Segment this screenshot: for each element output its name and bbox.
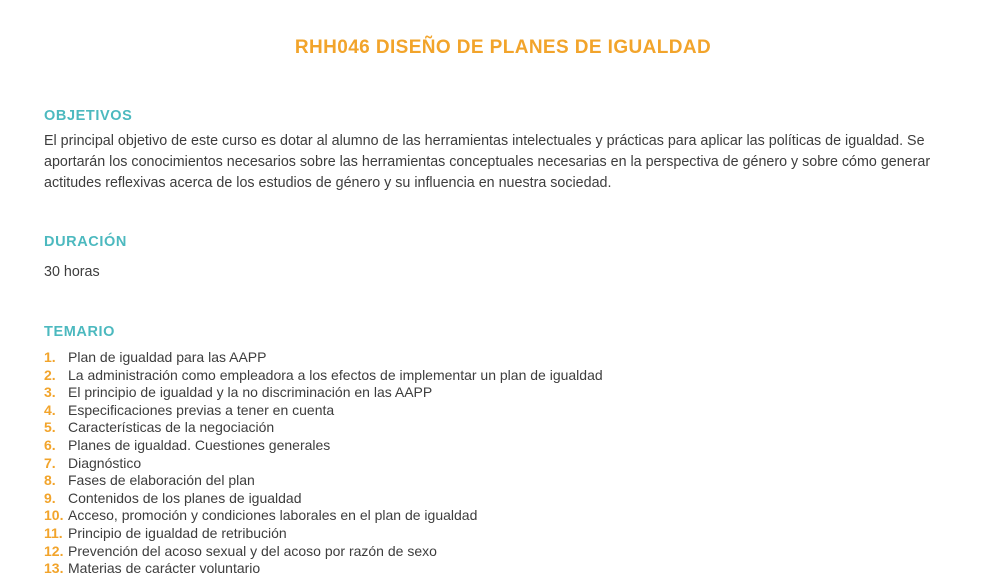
syllabus-item [44, 490, 962, 508]
syllabus-item [44, 472, 962, 490]
item-text: Fases de elaboración del plan [68, 472, 255, 489]
syllabus-item [44, 560, 962, 578]
item-number: 8. [44, 472, 56, 489]
item-number: 9. [44, 489, 56, 506]
item-text: Principio de igualdad de retribución [68, 524, 287, 541]
objetivos-heading: OBJETIVOS [44, 108, 133, 124]
item-number: 7. [44, 454, 56, 471]
item-number: 1. [44, 349, 56, 365]
syllabus-item [44, 419, 962, 437]
syllabus-item [44, 525, 962, 543]
item-number: 3. [44, 384, 56, 401]
item-number: 2. [44, 366, 56, 383]
item-text: Contenidos de los planes de igualdad [68, 489, 302, 506]
item-text: Especificaciones previas a tener en cuenta [68, 401, 335, 418]
syllabus-item [44, 543, 962, 561]
syllabus-item [44, 437, 962, 455]
item-text: Materias de carácter voluntario [68, 560, 261, 577]
item-text: Características de la negociación [68, 419, 275, 436]
syllabus-item [44, 384, 962, 402]
objetivos-paragraph: El principal objetivo de este curso es dotar al alumno de las herramientas intelectuales y prácticas para aplicar las políticas de igualdad. Se aportarán los conocimientos necesarios sobre las herramientas conceptuales necesarias en la perspectiva de género y sobre cómo generar actitudes reflexivas acerca de los estudios de género y su influencia en nuestra sociedad. [44, 133, 931, 191]
syllabus-item [44, 455, 962, 473]
item-number: 5. [44, 419, 56, 436]
syllabus-item [44, 349, 962, 367]
temario-heading: TEMARIO [44, 324, 116, 340]
item-text: La administración como empleadora a los efectos de implementar un plan de igualdad [68, 366, 603, 383]
item-number: 12. [44, 542, 64, 559]
duration-value: 30 horas [44, 264, 100, 280]
syllabus-item [44, 402, 962, 420]
item-number: 11. [44, 524, 63, 541]
syllabus-item [44, 367, 962, 385]
item-text: Plan de igualdad para las AAPP [68, 349, 267, 365]
syllabus-list [44, 349, 962, 578]
item-number: 6. [44, 436, 56, 453]
item-text: Planes de igualdad. Cuestiones generales [68, 436, 331, 453]
item-text: Diagnóstico [68, 454, 142, 471]
item-text: Prevención del acoso sexual y del acoso por razón de sexo [68, 542, 437, 559]
item-number: 10. [44, 507, 64, 524]
course-title: RHH046 DISEÑO DE PLANES DE IGUALDAD [294, 37, 712, 58]
item-number: 4. [44, 401, 56, 418]
syllabus-item [44, 507, 962, 525]
item-text: El principio de igualdad y la no discriminación en las AAPP [68, 384, 433, 401]
duracion-heading: DURACIÓN [44, 234, 127, 250]
item-number: 13. [44, 560, 64, 577]
item-text: Acceso, promoción y condiciones laborales en el plan de igualdad [68, 507, 478, 524]
